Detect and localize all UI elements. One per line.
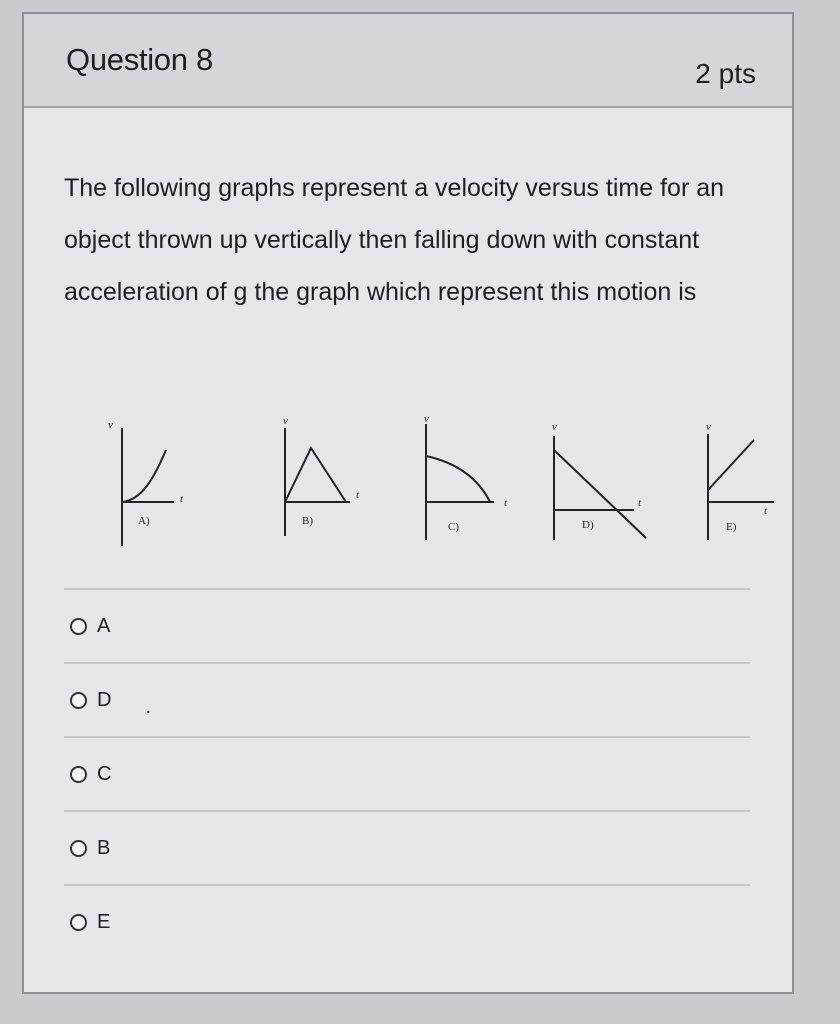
option-e[interactable] [64, 886, 750, 958]
graph-b-label: B) [302, 515, 313, 527]
graph-e [708, 434, 774, 540]
stray-mark: . [145, 695, 152, 718]
question-header [24, 14, 792, 108]
graph-a [122, 428, 174, 546]
option-label: D [97, 688, 112, 711]
graph-a-y-label: v [108, 419, 113, 431]
option-label: A [97, 614, 111, 637]
graph-e-label: E) [726, 521, 737, 533]
graph-c-y-label: v [424, 413, 429, 425]
option-b[interactable] [64, 812, 750, 884]
graph-e-x-label: t [764, 505, 768, 517]
question-points: 2 pts [695, 58, 756, 89]
option-label: B [97, 836, 111, 859]
graph-d-y-label: v [552, 421, 557, 433]
option-label: E [97, 910, 111, 933]
graph-figure [74, 406, 774, 556]
radio-button[interactable] [70, 618, 87, 635]
graph-a-label: A) [138, 515, 150, 527]
graph-e-y-label: v [706, 421, 711, 433]
graph-b-curve [285, 448, 346, 502]
graph-b-x-label: t [356, 489, 360, 501]
question-prompt: The following graphs represent a velocity versus time for an object thrown up vertically then falling down with constant acceleration of g the graph which represent this motion is [64, 174, 725, 306]
graph-c-curve [426, 456, 490, 502]
graph-a-x-label: t [180, 493, 184, 505]
graph-d [554, 436, 646, 540]
graph-d-curve [554, 450, 646, 538]
option-label: C [97, 762, 112, 785]
option-d[interactable] [64, 664, 750, 736]
graphs-svg [74, 406, 774, 556]
radio-button[interactable] [70, 914, 87, 931]
graph-c-x-label: t [504, 497, 508, 509]
graph-e-curve [708, 440, 754, 490]
graph-c [426, 424, 494, 540]
answer-options [64, 588, 750, 958]
graph-b [285, 428, 350, 536]
radio-button[interactable] [70, 840, 87, 857]
radio-button[interactable] [70, 766, 87, 783]
graph-d-label: D) [582, 519, 594, 531]
question-title: Question 8 [66, 42, 213, 77]
graph-c-label: C) [448, 521, 459, 533]
graph-d-x-label: t [638, 497, 642, 509]
question-card [22, 12, 794, 994]
graph-b-y-label: v [283, 415, 288, 427]
option-a[interactable] [64, 590, 750, 662]
graph-a-curve [122, 450, 166, 502]
option-c[interactable] [64, 738, 750, 810]
radio-button[interactable] [70, 692, 87, 709]
